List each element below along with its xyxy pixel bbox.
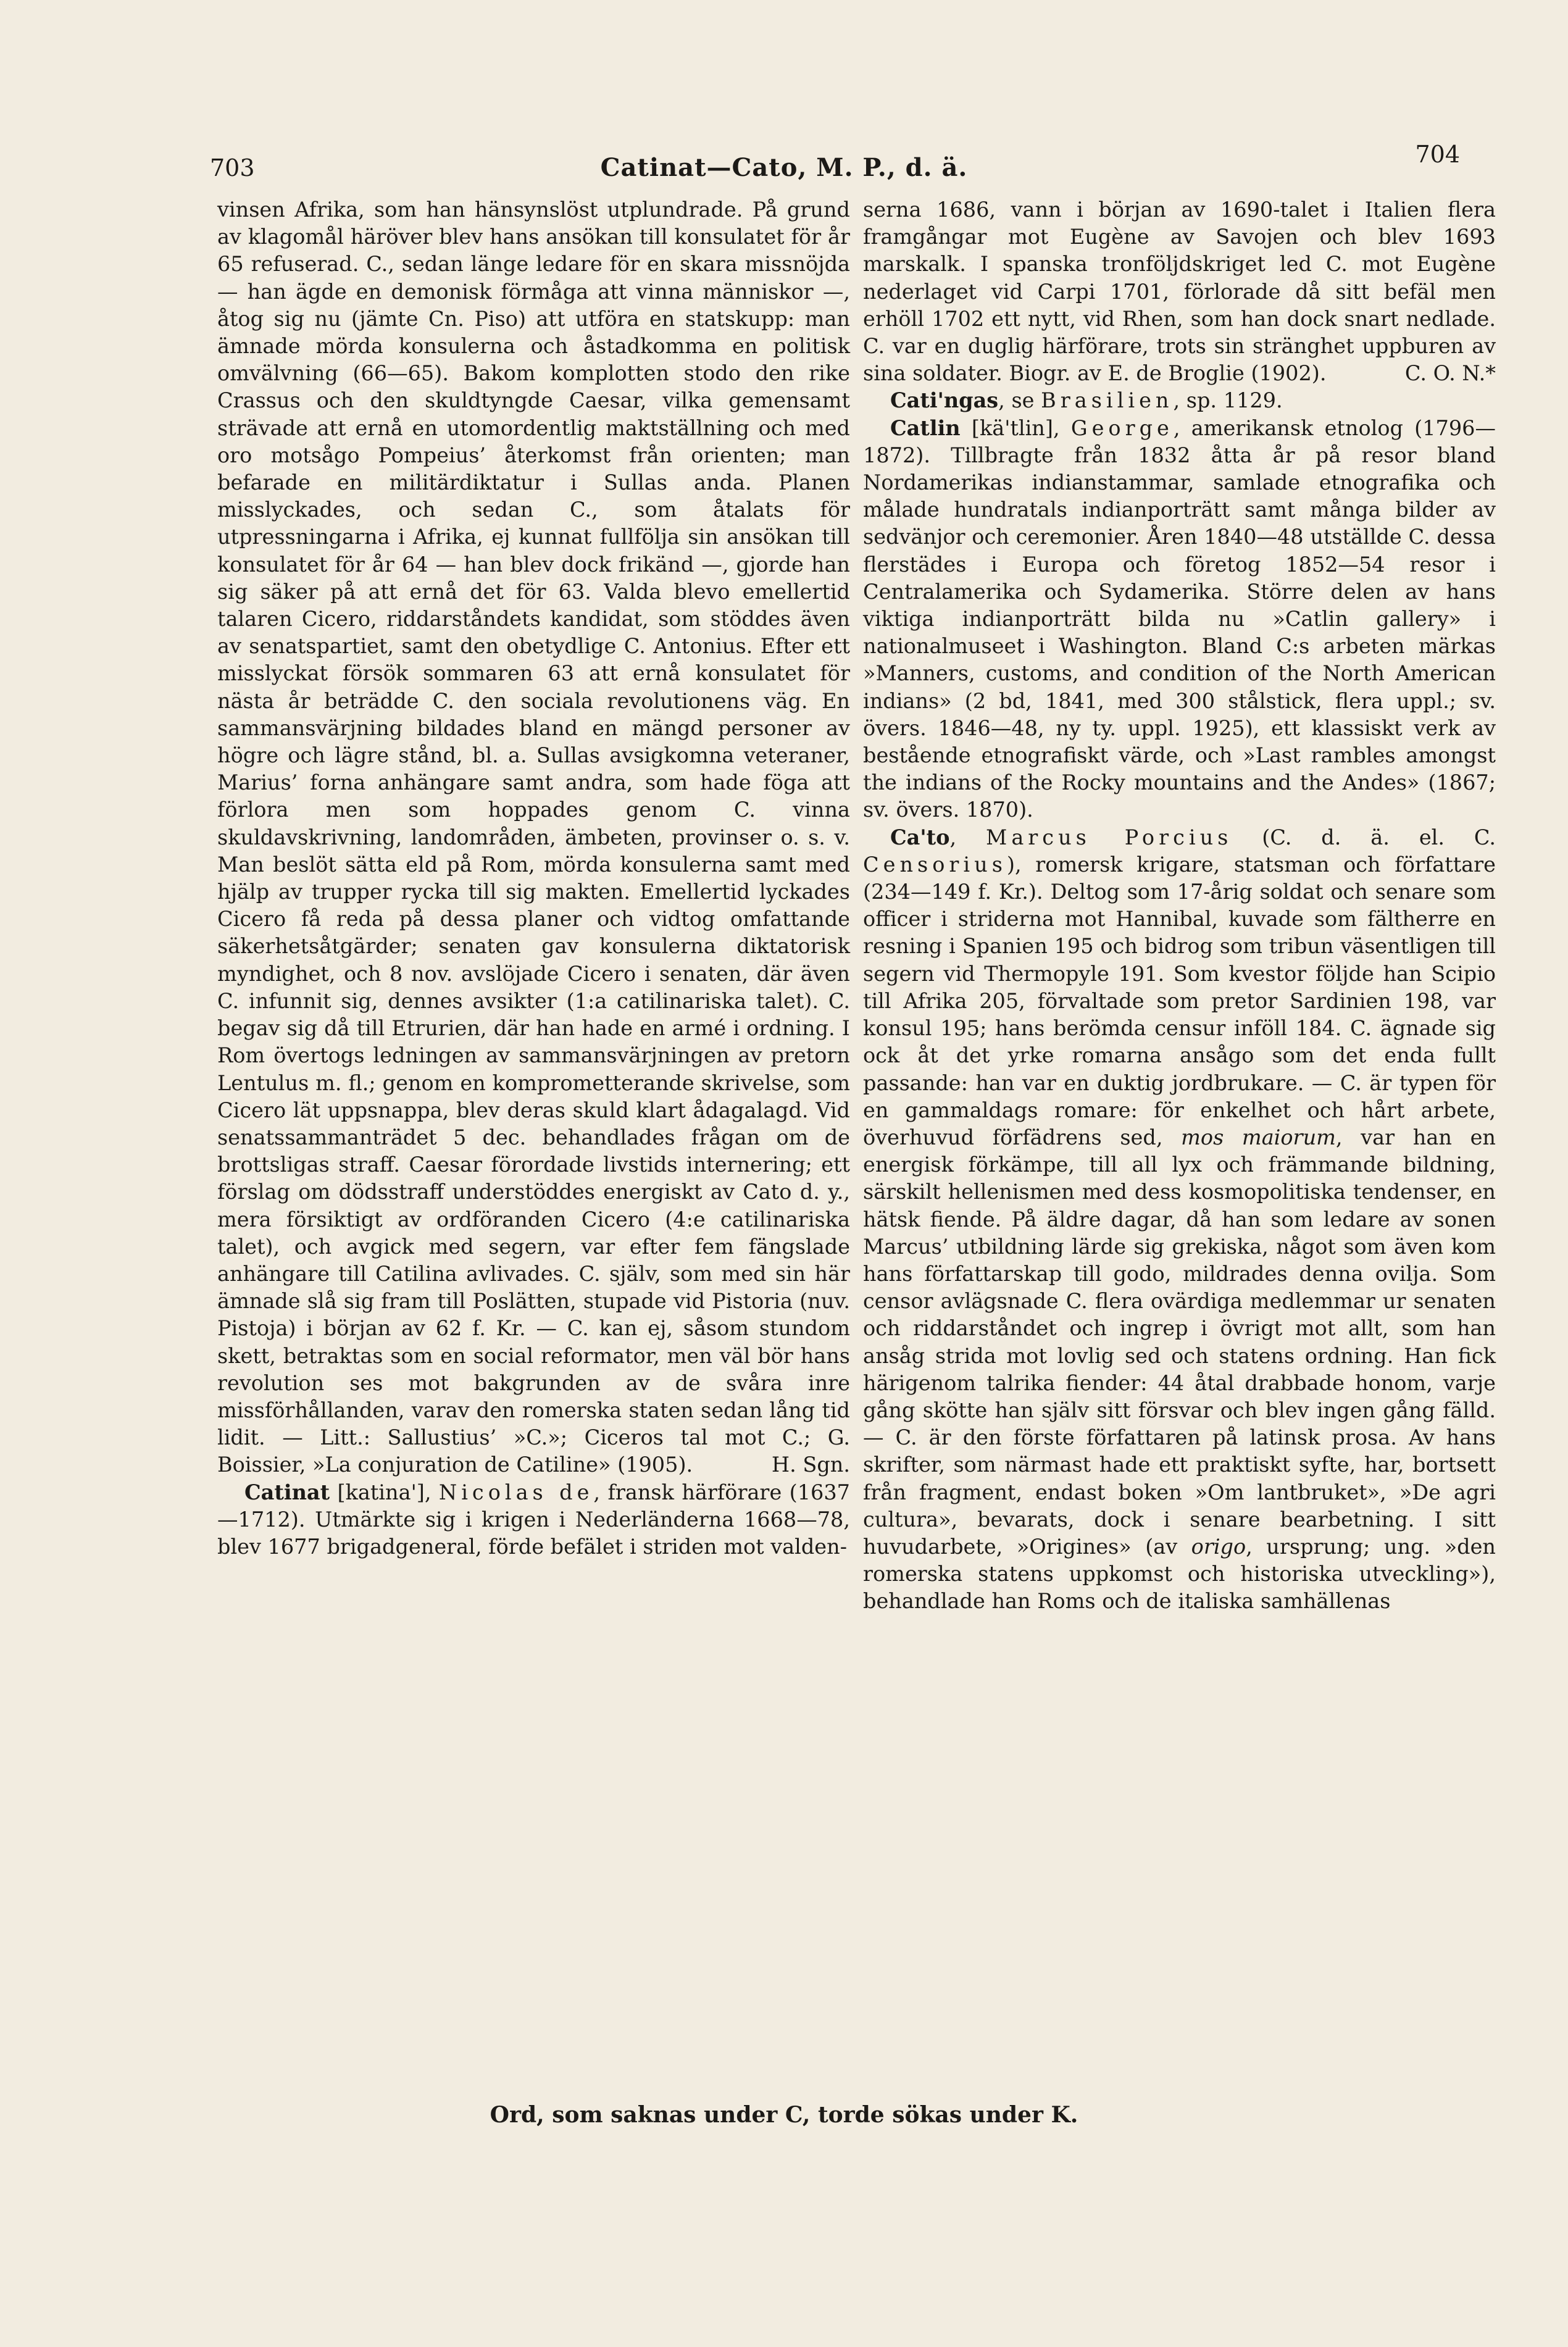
latin-term: mos maiorum [1181,1125,1336,1149]
entry-cato: Ca'to, Marcus Porcius (C. d. ä. el. C. Censorius), romersk krigare, statsman och författare (234—149 f. Kr.). Deltog som 17-årig soldat och senare som officer i striderna mot Hannibal, kuvade som fältherre en resning i Spanien 195 och bidrog som tribun väsentligen till segern vid Thermopyle 191. Som kvestor följde han Scipio till Afrika 205, förvaltade som pretor Sardinien 198, var konsul 195; hans berömda censur inföll 184. C. ägnade sig ock åt det yrke romarna ansågo som det enda fullt passande: han var en duktig jordbrukare. — C. är typen för en gammaldags romare: för enkelhet och hårt arbete, överhuvud förfädrens sed, mos maiorum, var han en energisk förkämpe, till all lyx och främmande bildning, särskilt hellenismen med dess kosmopolitiska tendenser, en hätsk fiende. På äldre dagar, då han som ledare av sonen Marcus’ utbildning lärde sig grekiska, något som även kom hans författarskap till godo, mildrades denna ovilja. Som censor avlägsnade C. flera ovärdiga medlemmar ur senaten och riddarståndet och ingrep i övrigt mot allt, som han ansåg strida mot lovlig sed och statens ordning. Han fick härigenom talrika fiender: 44 åtal drabbade honom, varje gång skötte han själv sitt försvar och blev ingen gång fälld. — C. är den förste författaren på latinsk prosa. Av hans skrifter, som närmast hade ett praktiskt syfte, har, bortsett från fragment, endast boken »Om lantbruket», »De agri cultura», bevarats, dock i senare bearbetning. I sitt huvudarbete, »Origines» (av origo, ursprung; ung. »den romerska statens uppkomst och historiska utveckling»), behandlade han Roms och de italiska samhällenas [863,825,1496,1614]
person-name: Marcus Porcius [986,825,1233,849]
catilina-text: vinsen Afrika, som han hänsynslöst utplundrade. På grund av klagomål häröver blev hans ansökan till konsulatet för år 65 refuserad. C., sedan länge ledare för en skara missnöjda — han ägde en demonisk förmåga att vinna människor —, åtog sig nu (jämte Cn. Piso) att utföra en statskupp: man ämnade mörda konsulerna och åstadkomma en politisk omvälvning (66—65). Bakom komplotten stodo den rike Crassus och den skuldtyngde Caesar, vilka gemensamt strävade att ernå en utomordentlig maktställning och med oro motsågo Pompeius’ återkomst från orienten; man befarade en militärdiktatur i Sullas anda. Planen misslyckades, och sedan C., som åtalats för utpressningarna i Afrika, ej kunnat fullfölja sin ansökan till konsulatet för år 64 — han blev dock frikänd —, gjorde han sig säker på att ernå det för 63. Valda blevo emellertid talaren Cicero, riddarståndets kandidat, som stöddes även av senatspartiet, samt den obetydlige C. Antonius. Efter ett misslyckat försök sommaren 63 att ernå konsulatet för nästa år beträdde C. den sociala revolutionens väg. En sammansvärjning bildades bland en mängd personer av högre och lägre stånd, bl. a. Sullas avsigkomna veteraner, Marius’ forna anhängare samt andra, som hade föga att förlora men som hoppades genom C. vinna skuldavskrivning, landområden, ämbeten, provinser o. s. v. Man beslöt sätta eld på Rom, mörda konsulerna samt med hjälp av trupper rycka till sig makten. Emellertid lyckades Cicero få reda på dessa planer och vidtog omfattande säkerhetsåtgärder; senaten gav konsulerna diktatorisk myndighet, och 8 nov. avslöjade Cicero i senaten, där även C. infunnit sig, dennes avsikter (1:a catilinariska talet). C. begav sig då till Etrurien, där han hade en armé i ordning. I Rom övertogs ledningen av sammansvärjningen av pretorn Lentulus m. fl.; genom en komprometterande skrivelse, som Cicero lät uppsnappa, blev deras skuld klart ådagalagd. Vid senatssammanträdet 5 dec. behandlades frågan om de brottsligas straff. Caesar förordade livstids internering; ett förslag om dödsstraff understöddes energiskt av Cato d. y., mera försiktigt av ordföranden Cicero (4:e catilinariska talet), och avgick med segern, var efter fem fängslade anhängare till Catilina avlivades. C. själv, som med sin här ämnade slå sig fram till Poslätten, stupade vid Pistoria (nuv. Pistoja) i början av 62 f. Kr. — C. kan ej, såsom stundom skett, betraktas som en social reformator, men väl bör hans revolution ses mot bakgrunden av de svåra inre missförhållanden, varav den romerska staten sedan lång tid lidit. — Litt.: Sallustius’ »C.»; Ciceros tal mot C.; G. Boissier, »La conjuration de Catiline» (1905). [217,198,850,1477]
entry-catinat [217,1479,850,1561]
headword: Catlin [890,415,961,440]
catinat-text: serna 1686, vann i början av 1690-talet i Italien flera framgångar mot Eugène av Savojen och blev 1693 marskalk. I spanska tronföljdskriget led C. mot Eugène nederlaget vid Carpi 1701, förlorade då sitt befäl men erhöll 1702 ett nytt, vid Rhen, som han dock snart nedlade. C. var en duglig härförare, trots sin stränghet uppburen av sina soldater. Biogr. av E. de Broglie (1902). [863,198,1496,386]
page-number-right: 704 [1415,141,1460,168]
epithet: Censorius [863,852,1007,877]
entry-text: , var han en energisk förkämpe, till all lyx och främmande bildning, särskilt hellenismen med dess kosmopolitiska tendenser, en hätsk fiende. På äldre dagar, då han som ledare av sonen Marcus’ utbildning lärde sig grekiska, något som även kom hans författarskap till godo, mildrades denna ovilja. Som censor avlägsnade C. flera ovärdiga medlemmar ur senaten och riddarståndet och ingrep i övrigt mot allt, som han ansåg strida mot lovlig sed och statens ordning. Han fick härigenom talrika fiender: 44 åtal drabbade honom, varje gång skötte han själv sitt försvar och blev ingen gång fälld. — C. är den förste författaren på latinsk prosa. Av hans skrifter, som närmast hade ett praktiskt syfte, har, bortsett från fragment, endast boken »Om lantbruket», »De agri cultura», bevarats, dock i senare bearbetning. I sitt huvudarbete, »Origines» (av [863,1125,1496,1559]
footer-note: Ord, som saknas under C, torde sökas under K. [490,2102,1078,2128]
entry-text: , sp. 1129. [1173,388,1283,413]
left-column [217,196,850,1561]
cross-reference: Brasilien [1041,388,1174,413]
entry-text: , ursprung; ung. »den romerska statens uppkomst och historiska utveckling»), behandlade han Roms och de italiska samhällenas [863,1534,1496,1614]
headword: Cati'ngas [890,388,999,413]
pronunciation: [kä'tlin], [960,415,1071,440]
catilina-continuation [217,196,850,1479]
signature: C. O. N.* [1404,361,1496,386]
catinat-continuation [863,196,1496,387]
running-title: Catinat—Cato, M. P., d. ä. [600,153,968,182]
person-name: Nicolas de [438,1480,594,1504]
headword: Catinat [244,1480,330,1504]
headword: Ca'to [890,825,950,849]
entry-catlin [863,415,1496,824]
signature: H. Sgn. [771,1453,850,1477]
entry-text: ), romersk krigare, statsman och författare (234—149 f. Kr.). Deltog som 17-årig soldat och senare som officer i striderna mot Hannibal, kuvade som fältherre en resning i Spanien 195 och bidrog som tribun väsentligen till segern vid Thermopyle 191. Som kvestor följde han Scipio till Afrika 205, förvaltade som pretor Sardinien 198, var konsul 195; hans berömda censur inföll 184. C. ägnade sig ock åt det yrke romarna ansågo som det enda fullt passande: han var en duktig jordbrukare. — C. är typen för en gammaldags romare: för enkelhet och hårt arbete, överhuvud förfädrens sed, [863,852,1496,1149]
page-header [0,141,1568,198]
pronunciation: [katina'], [330,1480,439,1504]
entry-text: , fransk härförare (1637—1712). Utmärkte sig i krigen i Nederländerna 1668—78, blev 1677 brigadgeneral, förde befälet i striden mot valden- [217,1480,850,1559]
page-number-left: 703 [210,154,255,181]
person-name: George [1070,415,1174,440]
entry-text: (C. d. ä. el. C. [1232,825,1496,849]
right-column [863,196,1496,1615]
latin-term: origo [1191,1534,1246,1559]
entry-catingas [863,387,1496,414]
entry-text: , amerikansk etnolog (1796—1872). Tillbragte från 1832 åtta år på resor bland Nordamerikas indianstammar, samlade etnografika och målade hundratals indianporträtt samt många bilder av sedvänjor och ceremonier. Åren 1840—48 utställde C. dessa flerstädes i Europa och företog 1852—54 resor i Centralamerika och Sydamerika. Större delen av hans viktiga indianporträtt bilda nu »Catlin gallery» i nationalmuseet i Washington. Bland C:s arbeten märkas »Manners, customs, and condition of the North American indians» (2 bd, 1841, med 300 stålstick, flera uppl.; sv. övers. 1846—48, ny ty. uppl. 1925), ett klassiskt verk av bestående etnografiskt värde, och »Last rambles amongst the indians of the Rocky mountains and the Andes» (1867; sv. övers. 1870). [863,415,1496,822]
entry-text: , se [998,388,1041,413]
